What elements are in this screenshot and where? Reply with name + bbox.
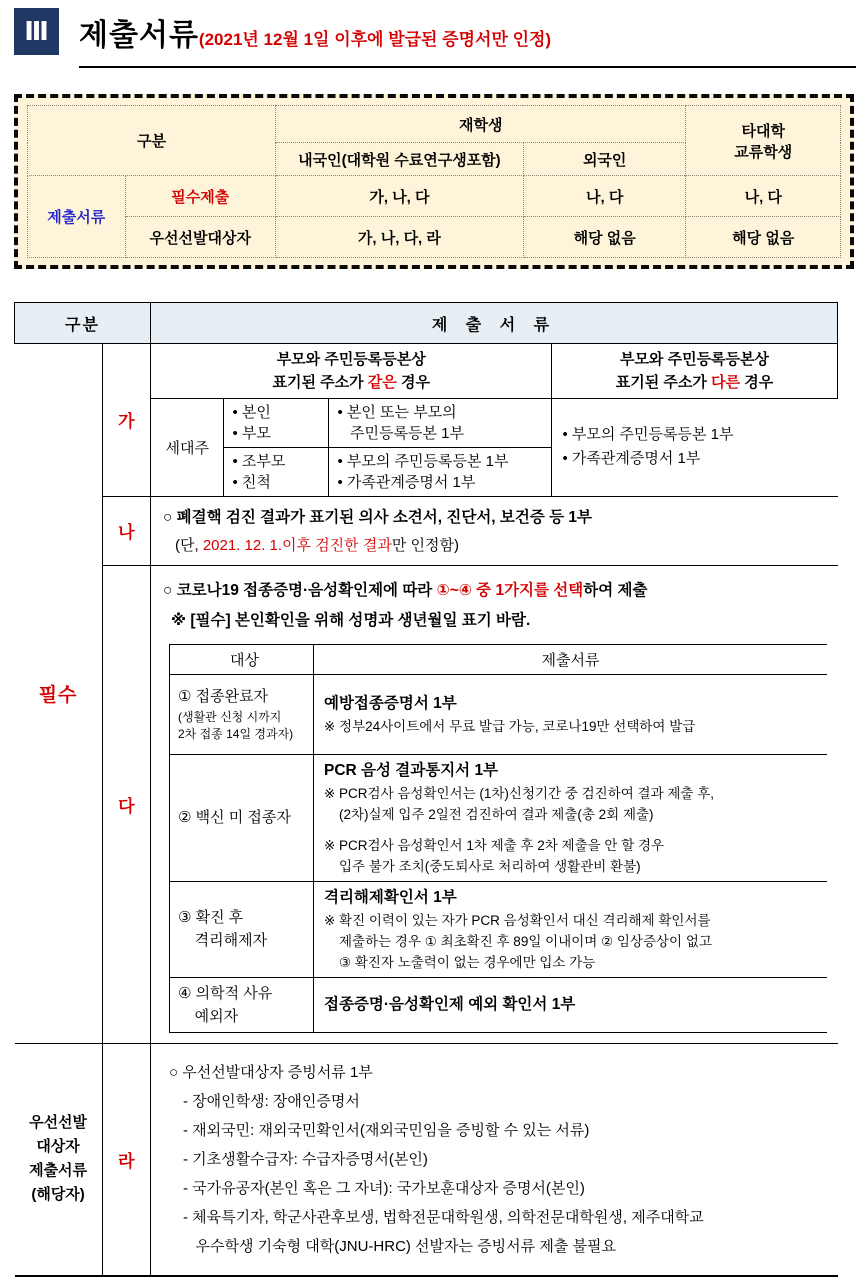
ga-same-red: 같은 <box>367 373 397 391</box>
section-number: Ⅲ <box>24 16 49 46</box>
ga-header-same <box>151 344 552 398</box>
covid-row1-notes <box>324 716 823 737</box>
summary-header-row <box>28 106 841 143</box>
summary-header-domestic: 내국인(대학원 수료연구생포함) <box>275 143 523 176</box>
label-line: (해당자) <box>31 1186 85 1203</box>
ga-header-same-line1: 부모와 주민등록등본상 <box>276 350 426 368</box>
ra-item-line: - 기초생활수급자: 수급자증명서(본인) <box>182 1150 428 1168</box>
summary-row-priority <box>28 217 841 258</box>
covid-row4-target-lines <box>178 982 311 1028</box>
detail-row-ra <box>15 1043 838 1276</box>
ga-diff-docs <box>552 398 837 496</box>
ga-doc-line: • 본인 또는 부모의 <box>337 403 457 421</box>
target-line: 격리해제자 <box>177 932 268 949</box>
da-line1-post: 하여 제출 <box>583 581 648 599</box>
summary-table-section <box>14 94 854 269</box>
ra-item-line: 우수학생 기숙형 대학(JNU-HRC) 선발자는 증빙서류 제출 불필요 <box>182 1237 616 1255</box>
covid-row1-target <box>169 674 313 754</box>
section-number-badge <box>14 8 59 55</box>
ga-docs-1 <box>329 398 552 447</box>
ra-items <box>159 1050 830 1269</box>
target-line: ③ 확진 후 <box>177 909 244 926</box>
na-line2-pre: (단, <box>174 536 203 554</box>
na-line2-post: 만 인정함) <box>391 536 459 554</box>
ga-same-pre: 표기된 주소가 <box>272 373 368 391</box>
covid-row1-doc-title: 예방접종증명서 1부 <box>323 694 457 712</box>
summary-required-label: 필수제출 <box>125 176 275 217</box>
detail-row-ga <box>15 344 838 497</box>
summary-priority-label: 우선선발대상자 <box>125 217 275 258</box>
summary-table <box>27 105 841 258</box>
covid-row4-docs <box>313 977 827 1032</box>
note-line: ③ 확진자 노출력이 없는 경우에만 입소 가능 <box>323 954 596 970</box>
summary-required-foreign: 나, 다 <box>523 176 686 217</box>
detail-header-row <box>15 303 838 344</box>
section-header <box>14 8 856 68</box>
summary-header-exchange-line2: 교류학생 <box>734 143 793 161</box>
ga-header-diff-line2 <box>552 371 836 394</box>
ra-item-line: - 장애인학생: 장애인증명서 <box>182 1092 360 1110</box>
ga-who-2 <box>224 447 329 496</box>
required-group-label: 필수 <box>15 344 103 1044</box>
page-title-note: (2021년 12월 1일 이후에 발급된 증명서만 인정) <box>198 30 552 49</box>
detail-row-da <box>15 565 838 1043</box>
summary-header-gubun: 구분 <box>28 106 276 176</box>
ga-body-row1 <box>151 398 837 447</box>
ra-item-line: - 국가유공자(본인 혹은 그 자녀): 국가보훈대상자 증명서(본인) <box>182 1179 585 1197</box>
ra-item-line: - 체육특기자, 학군사관후보생, 법학전문대학원생, 의학전문대학원생, 제주대학교 <box>182 1208 704 1226</box>
ga-same-post: 경우 <box>396 373 430 391</box>
note-line: 입주 불가 조치(중도퇴사로 처리하여 생활관비 환불) <box>323 858 641 874</box>
covid-row-1 <box>169 674 827 754</box>
summary-header-exchange-line1: 타대학 <box>741 122 785 140</box>
target-line: ④ 의학적 사유 <box>177 984 273 1002</box>
covid-header-docs: 제출서류 <box>313 644 827 674</box>
covid-row1-docs <box>313 674 827 754</box>
code-da: 다 <box>102 565 150 1043</box>
document-page <box>0 8 860 1255</box>
covid-row3-target-lines <box>178 906 311 952</box>
note-line: ※ PCR검사 음성확인서는 (1차)신청기간 중 검진하여 결과 제출 후, <box>323 785 714 801</box>
ga-who-line: • 부모 <box>232 424 271 442</box>
covid-row2-target-title: ② 백신 미 접종자 <box>177 808 291 826</box>
summary-priority-foreign: 해당 없음 <box>523 217 686 258</box>
ga-who-line: • 친척 <box>232 473 271 491</box>
ra-content-cell <box>150 1043 837 1276</box>
householder-label: 세대주 <box>151 398 224 496</box>
ga-doc-line: • 부모의 주민등록등본 1부 <box>337 452 509 470</box>
summary-required-exchange: 나, 다 <box>686 176 841 217</box>
summary-row-group-label: 제출서류 <box>28 176 126 258</box>
da-intro <box>159 572 830 638</box>
note-line: 제출하는 경우 ① 최초확진 후 89일 이내이며 ② 임상증상이 없고 <box>323 933 712 949</box>
na-line2 <box>159 532 830 559</box>
code-ga: 가 <box>102 344 150 497</box>
covid-row2-target <box>169 754 313 881</box>
ga-diff-red: 다른 <box>711 373 741 391</box>
covid-row-4 <box>169 977 827 1032</box>
covid-row4-doc-title: 접종증명·음성확인제 예외 확인서 1부 <box>323 995 576 1013</box>
na-content-cell <box>150 496 837 565</box>
title-block <box>79 8 856 68</box>
covid-row3-target <box>169 881 313 977</box>
summary-priority-domestic: 가, 나, 다, 라 <box>275 217 523 258</box>
page-title: 제출서류 <box>79 19 199 52</box>
note-line: ※ 확진 이력이 있는 자가 PCR 음성확인서 대신 격리해제 확인서를 <box>323 912 711 928</box>
ga-header-diff-line1: 부모와 주민등록등본상 <box>619 350 770 368</box>
summary-header-enrolled: 재학생 <box>275 106 686 143</box>
covid-row-2 <box>169 754 827 881</box>
da-line1-red: ①~④ 중 1가지를 선택 <box>436 581 584 599</box>
detail-table-section <box>0 302 860 1277</box>
priority-group-label <box>15 1043 103 1276</box>
note-line: (2차)실제 입주 2일전 검진하여 결과 제출(총 2회 제출) <box>323 806 654 822</box>
ga-inner-table <box>151 344 838 496</box>
covid-row2-doc-title: PCR 음성 결과통지서 1부 <box>323 761 499 779</box>
code-ra: 라 <box>102 1043 150 1276</box>
target-line: 예외자 <box>177 1007 239 1025</box>
ga-doc-line: 주민등록등본 1부 <box>337 424 464 442</box>
summary-priority-exchange: 해당 없음 <box>686 217 841 258</box>
covid-row2-docs <box>313 754 827 881</box>
da-line2: ※ [필수] 본인확인을 위해 성명과 생년월일 표기 바람. <box>170 611 531 629</box>
covid-row1-target-sub <box>178 709 311 743</box>
ga-header-row <box>151 344 837 398</box>
da-line1-pre: ○ 코로나19 접종증명·음성확인제에 따라 <box>162 581 437 599</box>
detail-row-na <box>15 496 838 565</box>
summary-header-foreign: 외국인 <box>523 143 686 176</box>
covid-row2-notes <box>324 783 823 877</box>
ga-docs-2 <box>329 447 552 496</box>
detail-header-jechul: 제 출 서 류 <box>150 303 837 344</box>
target-sub-line: (생활관 신청 시까지 <box>177 710 282 724</box>
covid-header-target: 대상 <box>169 644 313 674</box>
ga-who-1 <box>224 398 329 447</box>
covid-row-3 <box>169 881 827 977</box>
note-line: ※ 정부24사이트에서 무료 발급 가능, 코로나19만 선택하여 발급 <box>323 718 696 734</box>
ga-doc-line: • 가족관계증명서 1부 <box>337 473 476 491</box>
note-line: ※ PCR검사 음성확인서 1차 제출 후 2차 제출을 안 할 경우 <box>323 837 665 853</box>
detail-table <box>14 302 838 1277</box>
summary-row-required <box>28 176 841 217</box>
ra-item-line: - 재외국민: 재외국민확인서(재외국민임을 증빙할 수 있는 서류) <box>182 1121 590 1139</box>
priority-group-label-lines <box>15 1111 102 1207</box>
da-line1 <box>163 576 830 606</box>
label-line: 대상자 <box>36 1138 80 1155</box>
ga-header-same-line2 <box>151 371 552 394</box>
covid-row1-target-title: ① 접종완료자 <box>177 688 269 705</box>
covid-row4-target <box>169 977 313 1032</box>
na-line2-red: 2021. 12. 1.이후 검진한 결과 <box>202 536 392 554</box>
covid-row3-doc-title: 격리해제확인서 1부 <box>323 888 457 906</box>
covid-row3-docs <box>313 881 827 977</box>
ga-content-cell <box>150 344 837 497</box>
ra-item-line: ○ 우선선발대상자 증빙서류 1부 <box>168 1063 373 1081</box>
covid-header-row <box>169 644 827 674</box>
ga-who-line: • 본인 <box>232 403 271 421</box>
ga-diff-post: 경우 <box>740 373 774 391</box>
label-line: 제출서류 <box>29 1162 88 1179</box>
ga-diff-doc-line: • 부모의 주민등록등본 1부 <box>562 426 734 443</box>
covid-inner-table <box>169 644 827 1033</box>
code-na: 나 <box>102 496 150 565</box>
ga-diff-pre: 표기된 주소가 <box>615 373 712 391</box>
summary-header-exchange <box>686 106 841 176</box>
target-sub-line: 2차 접종 14일 경과자) <box>177 727 294 741</box>
na-line1: ○ 폐결핵 검진 결과가 표기된 의사 소견서, 진단서, 보건증 등 1부 <box>162 508 592 526</box>
label-line: 우선선발 <box>29 1114 88 1131</box>
covid-row3-notes <box>324 910 823 973</box>
ga-diff-doc-line: • 가족관계증명서 1부 <box>562 450 701 467</box>
summary-required-domestic: 가, 나, 다 <box>275 176 523 217</box>
ga-header-diff <box>552 344 837 398</box>
ga-who-line: • 조부모 <box>232 452 286 470</box>
detail-header-gubun: 구분 <box>15 303 151 344</box>
da-content-cell <box>150 565 837 1043</box>
